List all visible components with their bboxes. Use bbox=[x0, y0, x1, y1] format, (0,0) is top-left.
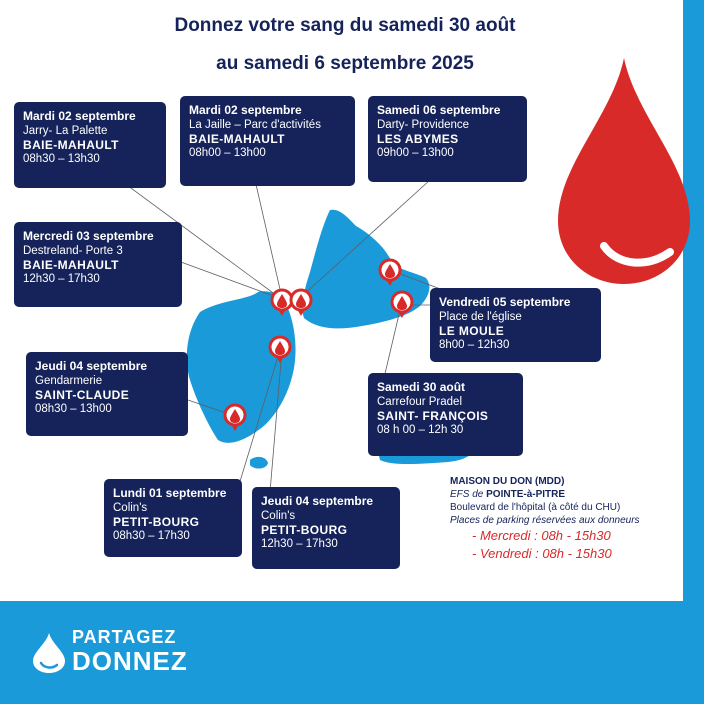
collection-hours: 08h00 – 13h00 bbox=[189, 147, 266, 159]
brand-line-2: DONNEZ bbox=[72, 646, 188, 676]
mdd-efs bbox=[450, 488, 690, 501]
partagez-donnez-logo bbox=[32, 626, 212, 676]
mdd-address: Boulevard de l'hôpital (à côté du CHU) bbox=[450, 502, 621, 513]
collection-box bbox=[252, 487, 400, 569]
collection-place: Place de l'église bbox=[439, 311, 522, 323]
collection-day: Jeudi 04 septembre bbox=[35, 359, 148, 373]
collection-city: BAIE-MAHAULT bbox=[23, 258, 119, 272]
blood-drop-icon bbox=[32, 632, 66, 674]
collection-hours: 08h30 – 13h00 bbox=[35, 403, 112, 415]
collection-box bbox=[180, 96, 355, 186]
collection-day: Jeudi 04 septembre bbox=[261, 494, 374, 508]
collection-hours: 12h30 – 17h30 bbox=[261, 538, 338, 550]
collection-hours: 09h00 – 13h00 bbox=[377, 147, 454, 159]
collection-box bbox=[368, 373, 523, 456]
maison-du-don-info bbox=[450, 475, 690, 563]
collection-day: Samedi 30 août bbox=[377, 380, 466, 394]
collection-day: Vendredi 05 septembre bbox=[439, 295, 571, 309]
collection-city: SAINT- FRANÇOIS bbox=[377, 409, 489, 423]
collection-box bbox=[368, 96, 527, 182]
mdd-parking: Places de parking réservées aux donneurs bbox=[450, 515, 640, 526]
collection-city: SAINT-CLAUDE bbox=[35, 388, 130, 402]
collection-city: BAIE-MAHAULT bbox=[189, 132, 285, 146]
collection-city: PETIT-BOURG bbox=[261, 523, 348, 537]
collection-hours: 8h00 – 12h30 bbox=[439, 339, 510, 351]
mdd-schedule-friday: - Vendredi : 08h - 15h30 bbox=[472, 546, 612, 561]
collection-day: Samedi 06 septembre bbox=[377, 103, 501, 117]
collection-day: Lundi 01 septembre bbox=[113, 486, 227, 500]
collection-hours: 08h30 – 17h30 bbox=[113, 530, 190, 542]
collection-hours: 12h30 – 17h30 bbox=[23, 273, 100, 285]
title-line-2: au samedi 6 septembre 2025 bbox=[216, 53, 474, 74]
collection-place: Colin's bbox=[113, 502, 148, 514]
title-line-1: Donnez votre sang du samedi 30 août bbox=[174, 15, 516, 36]
collection-day: Mardi 02 septembre bbox=[23, 109, 136, 123]
collection-city: LES ABYMES bbox=[377, 132, 459, 146]
collection-place: Darty- Providence bbox=[377, 119, 470, 131]
collection-day: Mardi 02 septembre bbox=[189, 103, 302, 117]
collection-place: Destreland- Porte 3 bbox=[23, 245, 123, 257]
collection-box bbox=[26, 352, 188, 436]
collection-hours: 08 h 00 – 12h 30 bbox=[377, 424, 464, 436]
collection-box bbox=[104, 479, 242, 557]
collection-hours: 08h30 – 13h30 bbox=[23, 153, 100, 165]
mdd-efs-city: POINTE-à-PITRE bbox=[486, 489, 566, 500]
islet bbox=[250, 457, 268, 469]
mdd-schedule-wednesday: - Mercredi : 08h - 15h30 bbox=[472, 528, 611, 543]
collection-box bbox=[14, 102, 166, 188]
collection-place: La Jaille – Parc d'activités bbox=[189, 119, 321, 131]
collection-place: Carrefour Pradel bbox=[377, 396, 463, 408]
collection-place: Gendarmerie bbox=[35, 375, 103, 387]
collection-place: Jarry- La Palette bbox=[23, 125, 108, 137]
collection-city: BAIE-MAHAULT bbox=[23, 138, 119, 152]
mdd-title: MAISON DU DON (MDD) bbox=[450, 476, 565, 487]
brand-line-1: PARTAGEZ bbox=[72, 627, 177, 647]
grande-terre-island bbox=[302, 210, 429, 329]
collection-day: Mercredi 03 septembre bbox=[23, 229, 154, 243]
collection-city: PETIT-BOURG bbox=[113, 515, 200, 529]
collection-city: LE MOULE bbox=[439, 324, 505, 338]
mdd-efs-prefix: EFS de bbox=[450, 489, 487, 500]
collection-box bbox=[14, 222, 182, 307]
collection-box bbox=[430, 288, 601, 362]
collection-place: Colin's bbox=[261, 510, 296, 522]
